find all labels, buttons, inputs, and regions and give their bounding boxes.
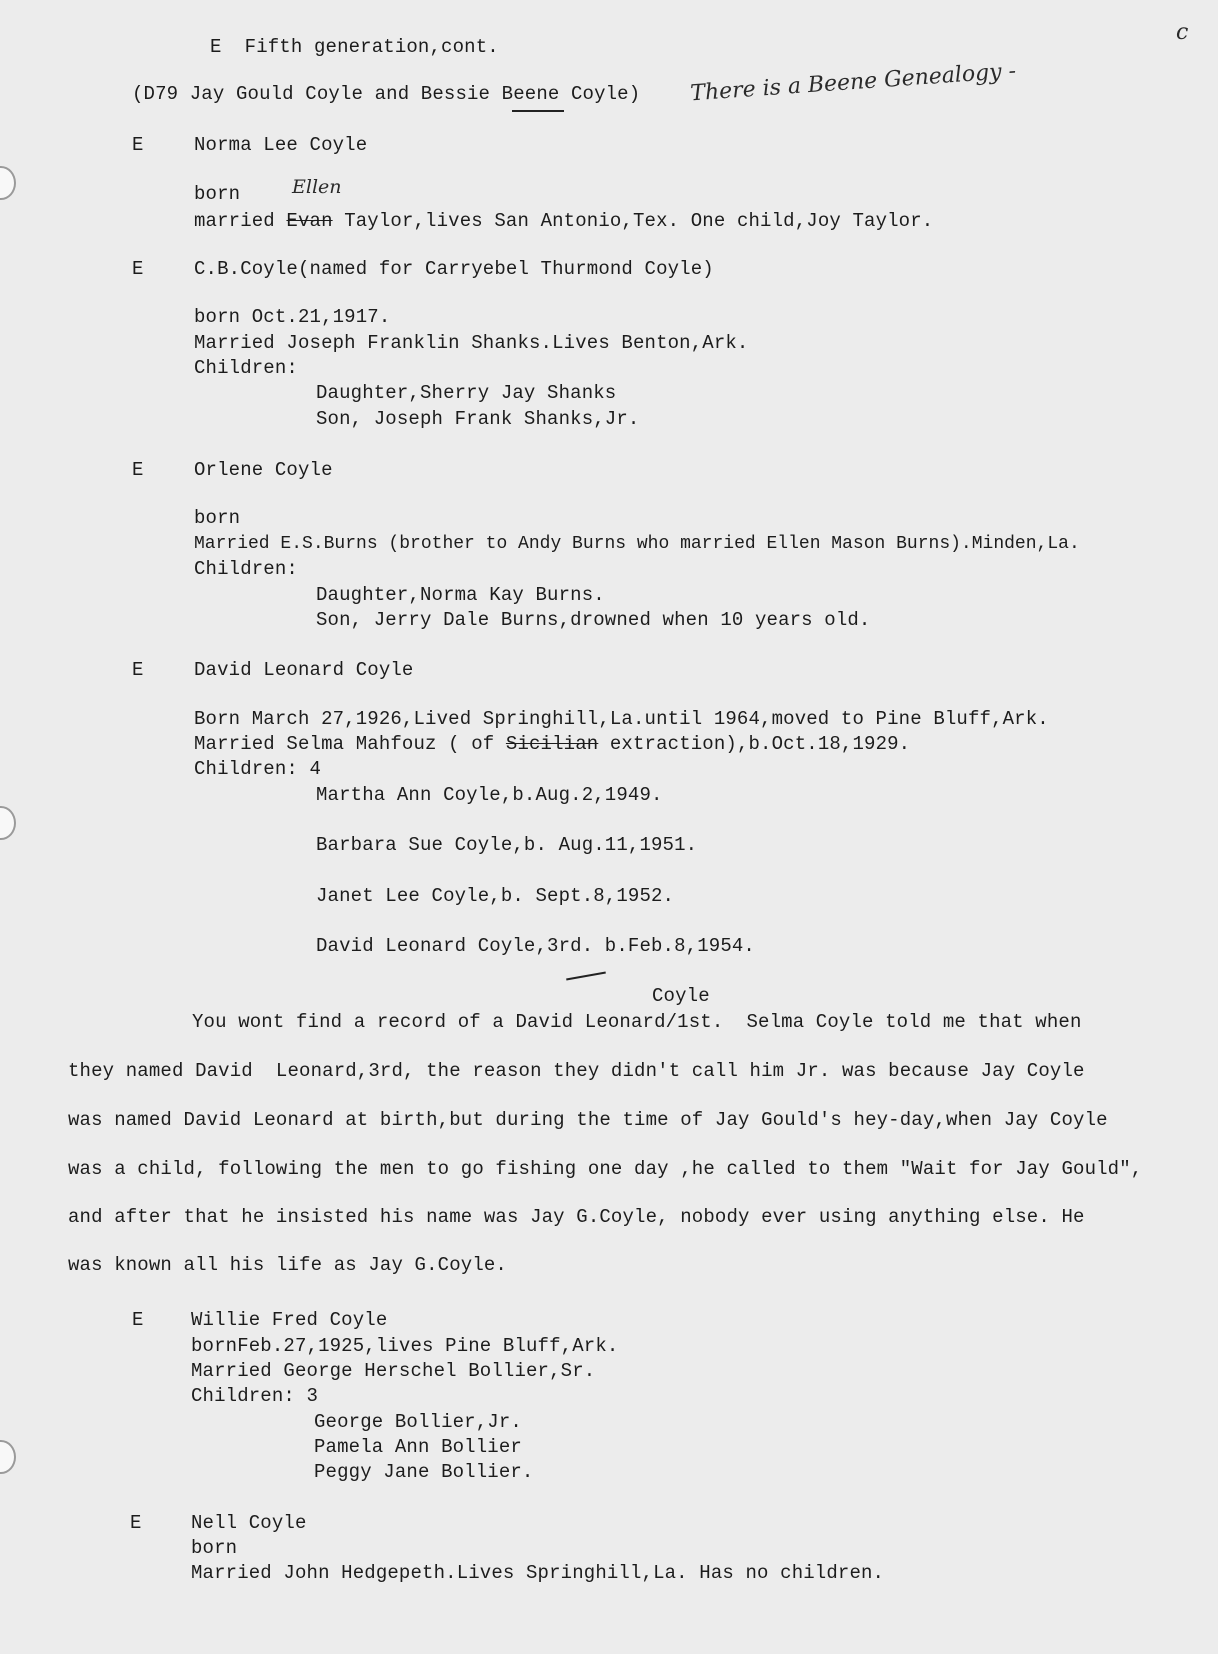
entry-name-willie: Willie Fred Coyle xyxy=(191,1309,388,1331)
punch-hole-middle xyxy=(0,806,16,840)
married-nell: Married John Hedgepeth.Lives Springhill,La. Has no children. xyxy=(191,1562,885,1584)
correction-norma: Ellen xyxy=(292,176,342,198)
child-david-4: David Leonard Coyle,3rd. b.Feb.8,1954. xyxy=(316,935,755,957)
paragraph-line-3: was named David Leonard at birth,but during the time of Jay Gould's hey-day,when Jay Coyle xyxy=(68,1109,1108,1131)
handwritten-note: There is a Beene Genealogy - xyxy=(689,58,1017,107)
entry-name-cb: C.B.Coyle(named for Carryebel Thurmond Coyle) xyxy=(194,258,714,280)
marker-norma: E xyxy=(132,134,144,156)
child-cb-1: Daughter,Sherry Jay Shanks xyxy=(316,382,617,404)
entry-name-nell: Nell Coyle xyxy=(191,1512,307,1534)
born-willie: bornFeb.27,1925,lives Pine Bluff,Ark. xyxy=(191,1335,619,1357)
children-label-willie: Children: 3 xyxy=(191,1385,319,1407)
entry-name-norma: Norma Lee Coyle xyxy=(194,134,368,156)
married-david: Married Selma Mahfouz ( of Sicilian extraction),b.Oct.18,1929. xyxy=(194,733,911,755)
punch-hole-top xyxy=(0,166,16,200)
child-willie-1: George Bollier,Jr. xyxy=(314,1411,522,1433)
entry-name-david: David Leonard Coyle xyxy=(194,659,414,681)
child-david-3: Janet Lee Coyle,b. Sept.8,1952. xyxy=(316,885,675,907)
children-label-orlene: Children: xyxy=(194,558,298,580)
paragraph-line-2: they named David Leonard,3rd, the reason they didn't call him Jr. was because Jay Coyle xyxy=(68,1060,1085,1082)
beene-underline xyxy=(512,110,564,112)
born-david: Born March 27,1926,Lived Springhill,La.until 1964,moved to Pine Bluff,Ark. xyxy=(194,708,1049,730)
page-header: E Fifth generation,cont. xyxy=(210,36,499,58)
paragraph-line-5: and after that he insisted his name was Jay G.Coyle, nobody ever using anything else. He xyxy=(68,1206,1085,1228)
children-label-david: Children: 4 xyxy=(194,758,322,780)
child-david-1: Martha Ann Coyle,b.Aug.2,1949. xyxy=(316,784,663,806)
married-norma: married Evan Taylor,lives San Antonio,Tex. One child,Joy Taylor. xyxy=(194,210,934,232)
marker-david: E xyxy=(132,659,144,681)
paragraph-line-1: You wont find a record of a David Leonard/1st. Selma Coyle told me that when xyxy=(192,1011,1082,1033)
parents-line: (D79 Jay Gould Coyle and Bessie Beene Coyle) xyxy=(132,83,641,105)
child-orlene-1: Daughter,Norma Kay Burns. xyxy=(316,584,605,606)
struck-word-david: Sicilian xyxy=(505,733,599,755)
children-label-cb: Children: xyxy=(194,357,298,379)
marker-cb: E xyxy=(132,258,144,280)
born-norma: born xyxy=(194,183,241,205)
marker-orlene: E xyxy=(132,459,144,481)
paragraph-insert: Coyle xyxy=(652,985,710,1007)
entry-name-orlene: Orlene Coyle xyxy=(194,459,333,481)
paragraph-line-6: was known all his life as Jay G.Coyle. xyxy=(68,1254,507,1276)
pen-mark xyxy=(566,972,606,981)
married-orlene: Married E.S.Burns (brother to Andy Burns who married Ellen Mason Burns).Minden,La. xyxy=(194,534,1080,554)
child-david-2: Barbara Sue Coyle,b. Aug.11,1951. xyxy=(316,834,698,856)
corner-mark: c xyxy=(1176,20,1189,45)
born-nell: born xyxy=(191,1537,238,1559)
marker-willie: E xyxy=(132,1309,144,1331)
married-willie: Married George Herschel Bollier,Sr. xyxy=(191,1360,596,1382)
punch-hole-bottom xyxy=(0,1440,16,1474)
married-cb: Married Joseph Franklin Shanks.Lives Benton,Ark. xyxy=(194,332,749,354)
child-willie-3: Peggy Jane Bollier. xyxy=(314,1461,534,1483)
child-orlene-2: Son, Jerry Dale Burns,drowned when 10 years old. xyxy=(316,609,871,631)
child-willie-2: Pamela Ann Bollier xyxy=(314,1436,522,1458)
child-cb-2: Son, Joseph Frank Shanks,Jr. xyxy=(316,408,640,430)
born-orlene: born xyxy=(194,507,241,529)
struck-word-norma: Evan xyxy=(286,210,333,232)
born-cb: born Oct.21,1917. xyxy=(194,306,391,328)
paragraph-line-4: was a child, following the men to go fishing one day ,he called to them "Wait for Jay Gould", xyxy=(68,1158,1143,1180)
marker-nell: E xyxy=(130,1512,142,1534)
